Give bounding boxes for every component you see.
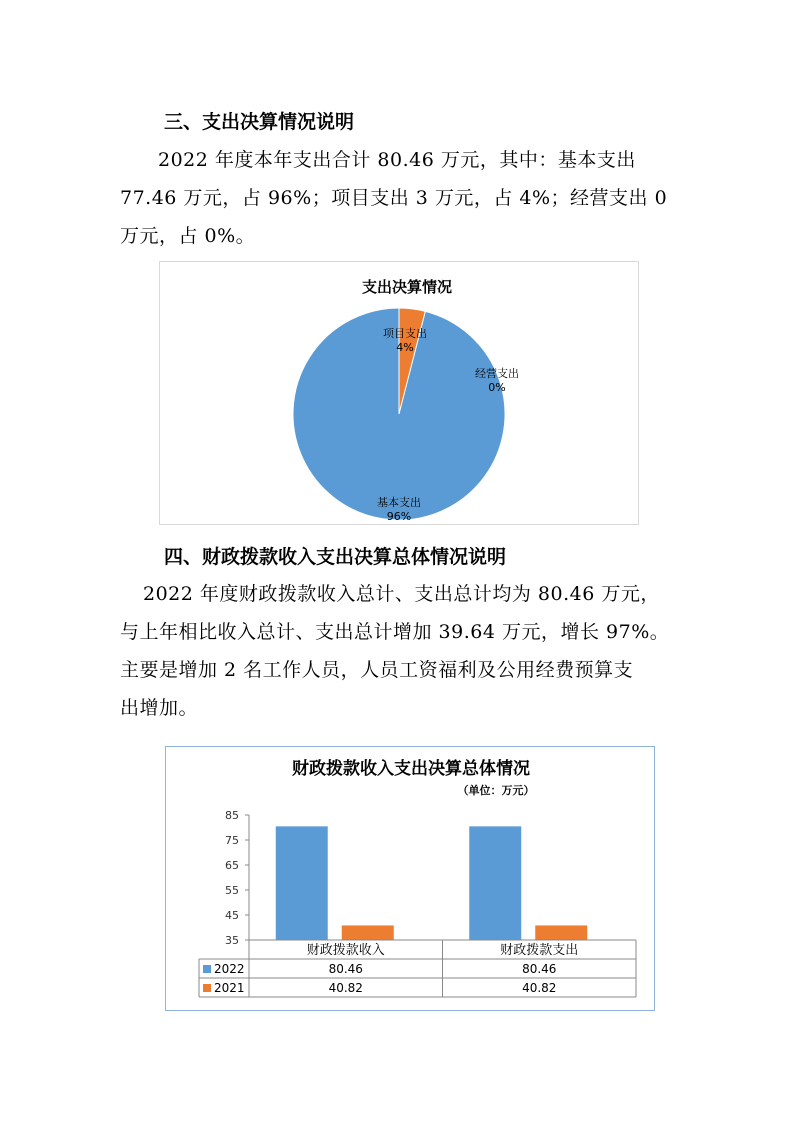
bar-chart bbox=[165, 746, 655, 1011]
legend-swatch-2022 bbox=[203, 965, 211, 973]
data-label-2022-1: 80.46 bbox=[522, 962, 557, 976]
section-3-line-3: 万元，占 0%。 bbox=[120, 225, 256, 247]
section-3-heading: 三、支出决算情况说明 bbox=[164, 111, 355, 133]
section-4-line-3: 主要是增加 2 名工作人员，人员工资福利及公用经费预算支 bbox=[120, 659, 634, 681]
section-4-line-4: 出增加。 bbox=[120, 697, 199, 719]
pie-label-value-1: 4% bbox=[396, 341, 414, 354]
section-3-line-1: 2022 年度本年支出合计 80.46 万元，其中：基本支出 bbox=[158, 149, 636, 171]
pie-label-name-0: 基本支出 bbox=[377, 496, 421, 509]
bar-2021-1 bbox=[535, 925, 587, 940]
section-4-heading: 四、财政拨款收入支出决算总体情况说明 bbox=[164, 546, 507, 568]
bar-chart-title: 财政拨款收入支出决算总体情况 bbox=[292, 759, 530, 779]
section-4-line-2: 与上年相比收入总计、支出总计增加 39.64 万元，增长 97%。 bbox=[120, 621, 670, 643]
category-label-0: 财政拨款收入 bbox=[306, 943, 385, 958]
bar-chart-subtitle: （单位：万元） bbox=[457, 784, 535, 797]
y-tick-label-3: 55 bbox=[225, 884, 239, 897]
data-label-2021-1: 40.82 bbox=[522, 981, 557, 995]
y-tick-label-0: 85 bbox=[225, 809, 239, 822]
pie-chart-title: 支出决算情况 bbox=[361, 278, 453, 296]
y-tick-label-1: 75 bbox=[225, 834, 239, 847]
data-label-2021-0: 40.82 bbox=[328, 981, 363, 995]
category-label-1: 财政拨款支出 bbox=[500, 943, 579, 958]
y-tick-label-5: 35 bbox=[225, 934, 239, 947]
legend-label-2022: 2022 bbox=[214, 962, 245, 976]
bar-2022-0 bbox=[276, 826, 328, 940]
y-tick-label-2: 65 bbox=[225, 859, 239, 872]
section-4-line-1: 2022 年度财政拨款收入总计、支出总计均为 80.46 万元， bbox=[143, 583, 660, 605]
bar-2022-1 bbox=[469, 826, 521, 940]
legend-label-2021: 2021 bbox=[214, 981, 245, 995]
pie-label-name-1: 项目支出 bbox=[383, 327, 427, 340]
data-label-2022-0: 80.46 bbox=[328, 962, 363, 976]
pie-chart bbox=[159, 261, 639, 525]
legend-swatch-2021 bbox=[203, 984, 211, 992]
pie-label-name-2: 经营支出 bbox=[475, 367, 519, 380]
pie-label-value-2: 0% bbox=[488, 381, 506, 394]
section-3-line-2: 77.46 万元，占 96%；项目支出 3 万元，占 4%；经营支出 0 bbox=[120, 187, 668, 209]
bar-2021-0 bbox=[342, 925, 394, 940]
y-tick-label-4: 45 bbox=[225, 909, 239, 922]
pie-label-value-0: 96% bbox=[386, 510, 412, 523]
